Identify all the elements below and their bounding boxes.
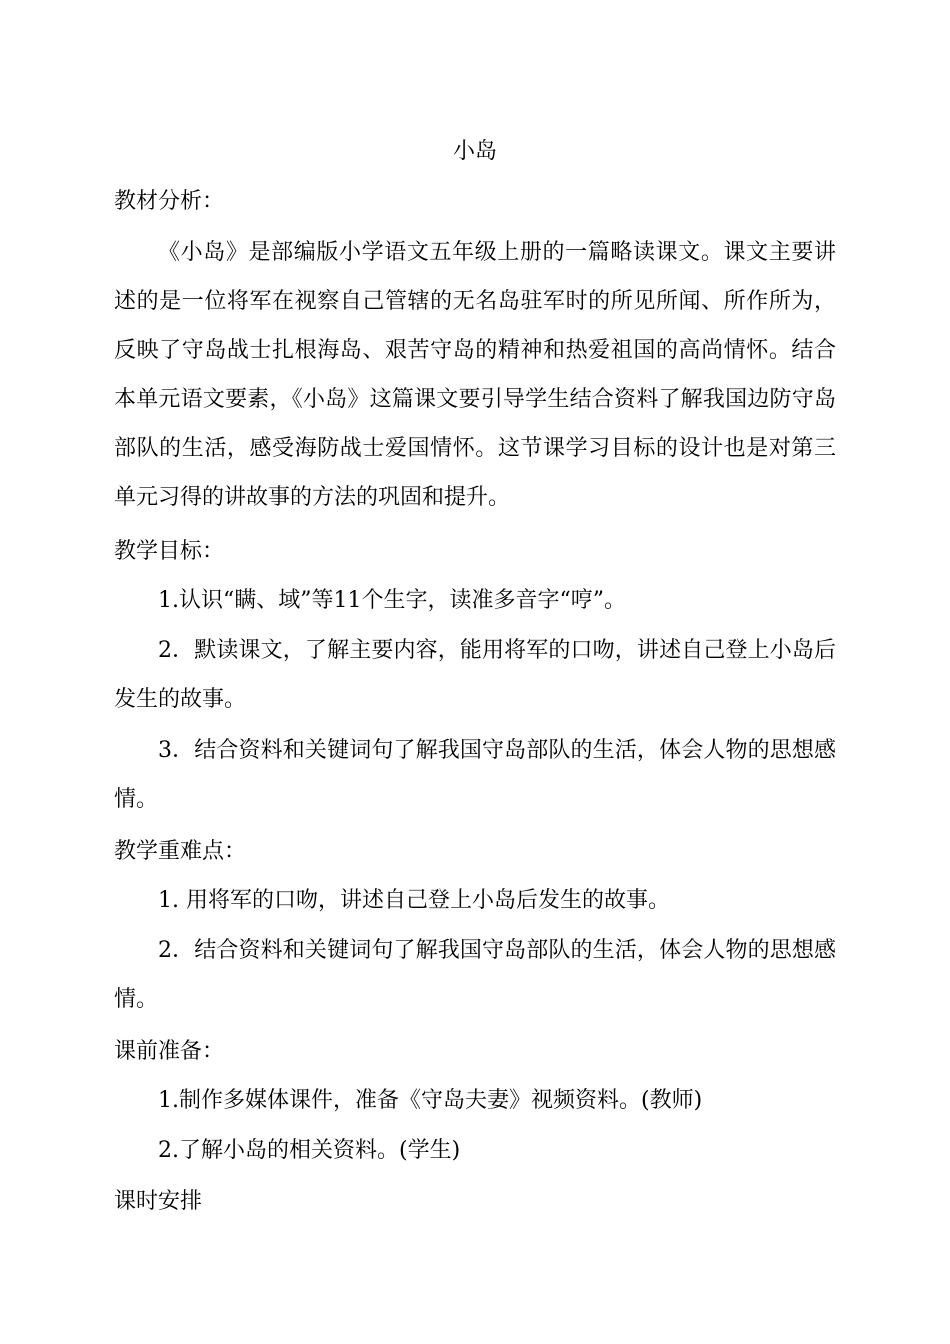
goal-item-3: 3．结合资料和关键词句了解我国守岛部队的生活，体会人物的思想感情。 — [114, 738, 836, 812]
page-title: 小岛 — [452, 139, 497, 164]
section-heading-analysis: 教材分析： — [114, 189, 225, 214]
section-heading-schedule: 课时安排 — [114, 1189, 203, 1214]
key-point-item-2: 2．结合资料和关键词句了解我国守岛部队的生活，体会人物的思想感情。 — [114, 938, 836, 1012]
goal-item-1: 1.认识“瞒、域”等11个生字，读准多音字“哼”。 — [158, 588, 626, 613]
goal-item-2: 2．默读课文，了解主要内容，能用将军的口吻，讲述自己登上小岛后发生的故事。 — [114, 638, 836, 712]
key-point-item-1: 1. 用将军的口吻，讲述自己登上小岛后发生的故事。 — [158, 888, 670, 913]
preparation-item-2: 2.了解小岛的相关资料。(学生) — [158, 1138, 461, 1163]
section-heading-goals: 教学目标： — [114, 539, 225, 564]
section-heading-preparation: 课前准备： — [114, 1039, 225, 1064]
preparation-item-1: 1.制作多媒体课件，准备《守岛夫妻》视频资料。(教师) — [158, 1088, 703, 1113]
section-heading-key-points: 教学重难点： — [114, 839, 247, 864]
analysis-paragraph: 《小岛》是部编版小学语文五年级上册的一篇略读课文。课文主要讲述的是一位将军在视察自己管辖的无名岛驻军时的所见所闻、所作所为，反映了守岛战士扎根海岛、艰苦守岛的精神和热爱祖国的高尚情怀。结合本单元语文要素，《小岛》这篇课文要引导学生结合资料了解我国边防守岛部队的生活，感受海防战士爱国情怀。这节课学习目标的设计也是对第三单元习得的讲故事的方法的巩固和提升。 — [114, 240, 836, 510]
